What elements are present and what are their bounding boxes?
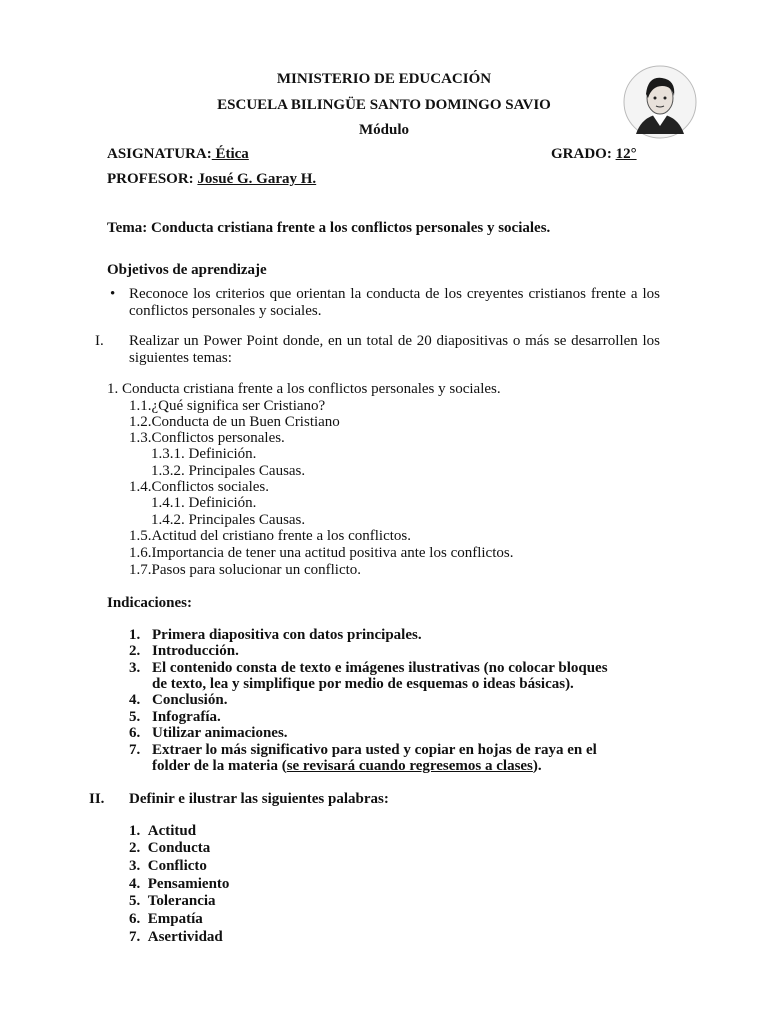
outline-item: 1.3.2. Principales Causas.	[151, 463, 306, 479]
section-2-text: Definir e ilustrar las siguientes palabras:	[129, 791, 389, 807]
bullet-icon: •	[110, 286, 116, 302]
indication-text: Utilizar animaciones.	[152, 725, 288, 741]
indication-text: Conclusión.	[152, 692, 228, 708]
word-item: 1. Actitud	[129, 823, 197, 839]
indication-number: 7.	[129, 742, 141, 758]
outline-item: 1.3.Conflictos personales.	[129, 430, 285, 446]
outline-item: 1.6.Importancia de tener una actitud positiva ante los conflictos.	[129, 545, 514, 561]
indication-number: 6.	[129, 725, 141, 741]
indication-text: El contenido consta de texto e imágenes ilustrativas (no colocar bloques	[152, 660, 608, 676]
word-item: 3. Conflicto	[129, 858, 207, 874]
subject-row	[107, 146, 249, 163]
review-note: se revisará cuando regresemos a clases	[286, 758, 533, 774]
word-item: 5. Tolerancia	[129, 893, 216, 909]
word-item: 6. Empatía	[129, 911, 203, 927]
grade-label: GRADO:	[551, 146, 612, 162]
word-item: 7. Asertividad	[129, 929, 223, 945]
outline-item: 1.4.1. Definición.	[151, 495, 257, 511]
indication-number: 3.	[129, 660, 141, 676]
grade-row	[551, 146, 637, 163]
indication-text: Extraer lo más significativo para usted y copiar en hojas de raya en el	[152, 742, 597, 758]
teacher-value: Josué G. Garay H.	[197, 171, 317, 187]
word-item: 2. Conducta	[129, 840, 211, 856]
outline-item: 1.1.¿Qué significa ser Cristiano?	[129, 398, 326, 414]
outline-item: 1. Conducta cristiana frente a los conflictos personales y sociales.	[107, 381, 501, 397]
outline-item: 1.2.Conducta de un Buen Cristiano	[129, 414, 340, 430]
section-2-numeral: II.	[89, 791, 105, 807]
subject-value: Ética	[211, 146, 249, 162]
objective-item: Reconoce los criterios que orientan la conducta de los creyentes cristianos frente a los conflictos personales y sociales.	[129, 286, 660, 319]
indication-text-cont: folder de la materia (se revisará cuando regresemos a clases).	[152, 758, 542, 774]
subject-label: ASIGNATURA:	[107, 146, 212, 162]
school-name: ESCUELA BILINGÜE SANTO DOMINGO SAVIO	[217, 97, 551, 113]
outline-item: 1.4.2. Principales Causas.	[151, 512, 306, 528]
teacher-row	[107, 171, 316, 188]
grade-value: 12°	[615, 146, 637, 162]
indication-text: Introducción.	[152, 643, 239, 659]
indications-title: Indicaciones:	[107, 595, 193, 611]
outline-item: 1.4.Conflictos sociales.	[129, 479, 269, 495]
indication-number: 5.	[129, 709, 141, 725]
section-1-numeral: I.	[95, 333, 104, 349]
indication-text: Infografía.	[152, 709, 221, 725]
outline-item: 1.7.Pasos para solucionar un conflicto.	[129, 562, 362, 578]
topic-heading: Tema: Conducta cristiana frente a los conflictos personales y sociales.	[107, 220, 551, 236]
indication-number: 4.	[129, 692, 141, 708]
indication-text: Primera diapositiva con datos principales.	[152, 627, 422, 643]
word-item: 4. Pensamiento	[129, 876, 230, 892]
indication-number: 2.	[129, 643, 141, 659]
outline-item: 1.3.1. Definición.	[151, 446, 257, 462]
objectives-title: Objetivos de aprendizaje	[107, 262, 267, 278]
outline-item: 1.5.Actitud del cristiano frente a los conflictos.	[129, 528, 412, 544]
section-1-text: Realizar un Power Point donde, en un total de 20 diapositivas o más se desarrollen los siguientes temas:	[129, 333, 660, 366]
teacher-label: PROFESOR:	[107, 171, 194, 187]
module-title: Módulo	[358, 122, 409, 138]
indication-number: 1.	[129, 627, 141, 643]
ministry-title: MINISTERIO DE EDUCACIÓN	[276, 71, 492, 87]
indication-text-cont: de texto, lea y simplifique por medio de esquemas o ideas básicas).	[152, 676, 574, 692]
